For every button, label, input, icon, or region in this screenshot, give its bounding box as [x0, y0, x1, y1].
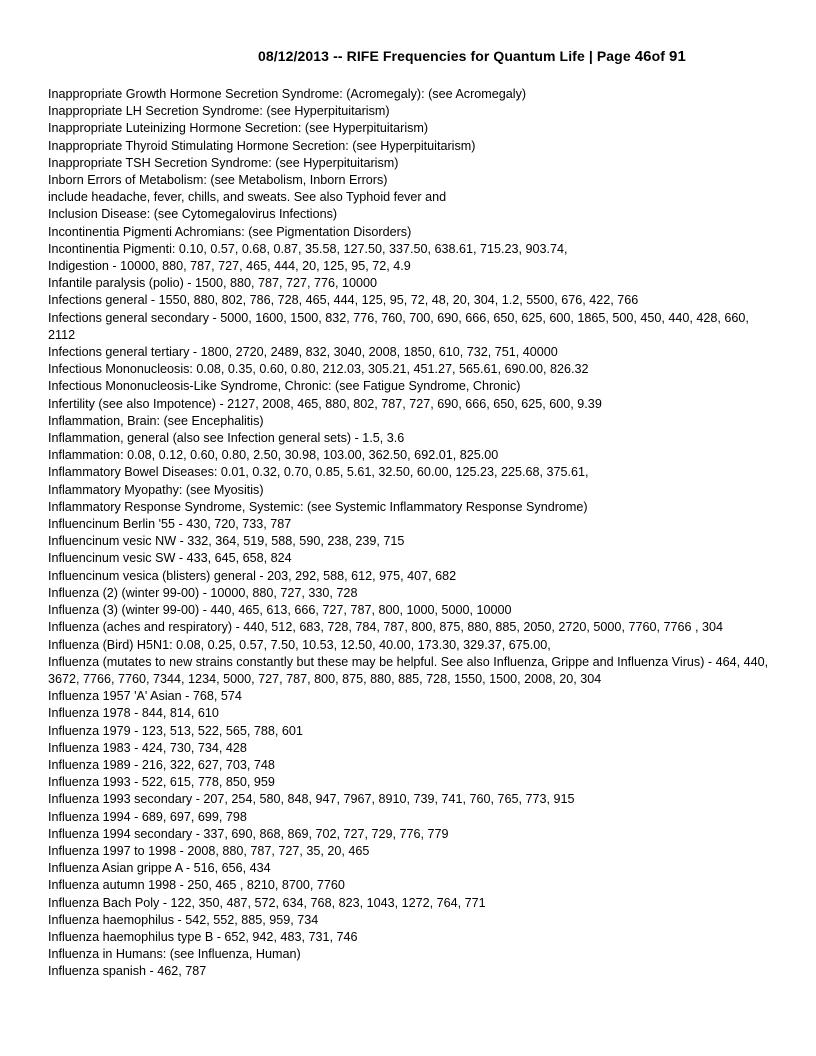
list-item: Inflammation, general (also see Infection general sets) - 1.5, 3.6 — [48, 431, 405, 446]
header-page-label: Page — [596, 48, 631, 64]
page-header — [258, 48, 778, 65]
list-item: Inflammatory Myopathy: (see Myositis) — [48, 482, 264, 497]
header-of-label: of — [651, 48, 666, 64]
list-item: Inappropriate Thyroid Stimulating Hormone Secretion: (see Hyperpituitarism) — [48, 138, 476, 153]
list-item: Incontinentia Pigmenti Achromians: (see Pigmentation Disorders) — [48, 224, 412, 239]
list-item: Incontinentia Pigmenti: 0.10, 0.57, 0.68, 0.87, 35.58, 127.50, 337.50, 638.61, 715.23, 903.74, — [48, 241, 568, 256]
header-page-number: 46 — [634, 48, 652, 65]
list-item: Infections general - 1550, 880, 802, 786, 728, 465, 444, 125, 95, 72, 48, 20, 304, 1.2, 5500, 676, 422, 766 — [48, 293, 639, 308]
list-item: Influenza 1957 'A' Asian - 768, 574 — [48, 689, 242, 704]
list-item: Influenza 1983 - 424, 730, 734, 428 — [48, 740, 247, 755]
list-item: Inclusion Disease: (see Cytomegalovirus Infections) — [48, 207, 338, 222]
list-item: Inborn Errors of Metabolism: (see Metabolism, Inborn Errors) — [48, 173, 388, 188]
frequency-list — [48, 86, 770, 981]
list-item: Influenza 1997 to 1998 - 2008, 880, 787, 727, 35, 20, 465 — [48, 843, 370, 858]
list-item: Influenza haemophilus type B - 652, 942, 483, 731, 746 — [48, 929, 358, 944]
list-item: Influenza (3) (winter 99-00) - 440, 465, 613, 666, 727, 787, 800, 1000, 5000, 10000 — [48, 603, 512, 618]
list-item: Infections general secondary - 5000, 1600, 1500, 832, 776, 760, 700, 690, 666, 650, 625, 600, 1865, 500, 450, 440, 428, 660, 2112 — [48, 310, 749, 342]
list-item: Influenza 1993 secondary - 207, 254, 580, 848, 947, 7967, 8910, 739, 741, 760, 765, 773, 915 — [48, 792, 575, 807]
list-item: Inflammatory Response Syndrome, Systemic: (see Systemic Inflammatory Response Syndrome) — [48, 499, 588, 514]
header-total-pages: 91 — [669, 48, 686, 65]
list-item: Infectious Mononucleosis-Like Syndrome, Chronic: (see Fatigue Syndrome, Chronic) — [48, 379, 521, 394]
list-item: Inflammation: 0.08, 0.12, 0.60, 0.80, 2.50, 30.98, 103.00, 362.50, 692.01, 825.00 — [48, 448, 499, 463]
list-item: Influenza spanish - 462, 787 — [48, 964, 207, 979]
list-item: Inappropriate Luteinizing Hormone Secretion: (see Hyperpituitarism) — [48, 121, 429, 136]
header-separator: -- — [333, 48, 343, 64]
list-item: Influenza (mutates to new strains constantly but these may be helpful. See also Influenza, Grippe and Influenza Virus) - 464, 440, 3672, 7766, 7760, 7344, 1234, 5000, 727, 787, 800, 875, 880, 885, 728, 1550, 1500, 2008, 20, 304 — [48, 654, 769, 686]
list-item: Infertility (see also Impotence) - 2127, 2008, 465, 880, 802, 787, 727, 690, 666, 650, 625, 600, 9.39 — [48, 396, 602, 411]
list-item: Inflammation, Brain: (see Encephalitis) — [48, 413, 264, 428]
list-item: Influenza 1978 - 844, 814, 610 — [48, 706, 219, 721]
list-item: Influenza (2) (winter 99-00) - 10000, 880, 727, 330, 728 — [48, 585, 358, 600]
list-item: Influenza in Humans: (see Influenza, Human) — [48, 947, 301, 962]
header-title: RIFE Frequencies for Quantum Life — [346, 48, 585, 64]
list-item: Influenza (Bird) H5N1: 0.08, 0.25, 0.57, 7.50, 10.53, 12.50, 40.00, 173.30, 329.37, 675.00, — [48, 637, 551, 652]
list-item: Influenza 1993 - 522, 615, 778, 850, 959 — [48, 775, 275, 790]
list-item: Inflammatory Bowel Diseases: 0.01, 0.32, 0.70, 0.85, 5.61, 32.50, 60.00, 125.23, 225.68, 375.61, — [48, 465, 589, 480]
list-item: Influenza 1994 - 689, 697, 699, 798 — [48, 809, 247, 824]
list-item: Influencinum Berlin '55 - 430, 720, 733, 787 — [48, 517, 292, 532]
list-item: include headache, fever, chills, and sweats. See also Typhoid fever and — [48, 190, 447, 205]
list-item: Infantile paralysis (polio) - 1500, 880, 787, 727, 776, 10000 — [48, 276, 378, 291]
list-item: Influencinum vesic SW - 433, 645, 658, 824 — [48, 551, 292, 566]
list-item: Inappropriate Growth Hormone Secretion Syndrome: (Acromegaly): (see Acromegaly) — [48, 87, 527, 101]
list-item: Influenza haemophilus - 542, 552, 885, 959, 734 — [48, 912, 319, 927]
list-item: Influenza Asian grippe A - 516, 656, 434 — [48, 861, 271, 876]
list-item: Influenza Bach Poly - 122, 350, 487, 572, 634, 768, 823, 1043, 1272, 764, 771 — [48, 895, 486, 910]
header-pipe: | — [588, 48, 593, 64]
header-date: 08/12/2013 — [258, 48, 330, 64]
list-item: Influencinum vesic NW - 332, 364, 519, 588, 590, 238, 239, 715 — [48, 534, 405, 549]
list-item: Indigestion - 10000, 880, 787, 727, 465, 444, 20, 125, 95, 72, 4.9 — [48, 259, 411, 274]
list-item: Influenza (aches and respiratory) - 440, 512, 683, 728, 784, 787, 800, 875, 880, 885, 2050, 2720, 5000, 7760, 7766 , 304 — [48, 620, 723, 635]
list-item: Influenza autumn 1998 - 250, 465 , 8210, 8700, 7760 — [48, 878, 345, 893]
list-item: Inappropriate TSH Secretion Syndrome: (see Hyperpituitarism) — [48, 155, 399, 170]
list-item: Influenza 1994 secondary - 337, 690, 868, 869, 702, 727, 729, 776, 779 — [48, 826, 449, 841]
list-item: Infectious Mononucleosis: 0.08, 0.35, 0.60, 0.80, 212.03, 305.21, 451.27, 565.61, 690.00, 826.32 — [48, 362, 589, 377]
list-item: Influenza 1989 - 216, 322, 627, 703, 748 — [48, 757, 275, 772]
list-item: Influencinum vesica (blisters) general - 203, 292, 588, 612, 975, 407, 682 — [48, 568, 457, 583]
list-item: Influenza 1979 - 123, 513, 522, 565, 788, 601 — [48, 723, 303, 738]
list-item: Inappropriate LH Secretion Syndrome: (see Hyperpituitarism) — [48, 104, 390, 119]
list-item: Infections general tertiary - 1800, 2720, 2489, 832, 3040, 2008, 1850, 610, 732, 751, 40000 — [48, 345, 558, 360]
